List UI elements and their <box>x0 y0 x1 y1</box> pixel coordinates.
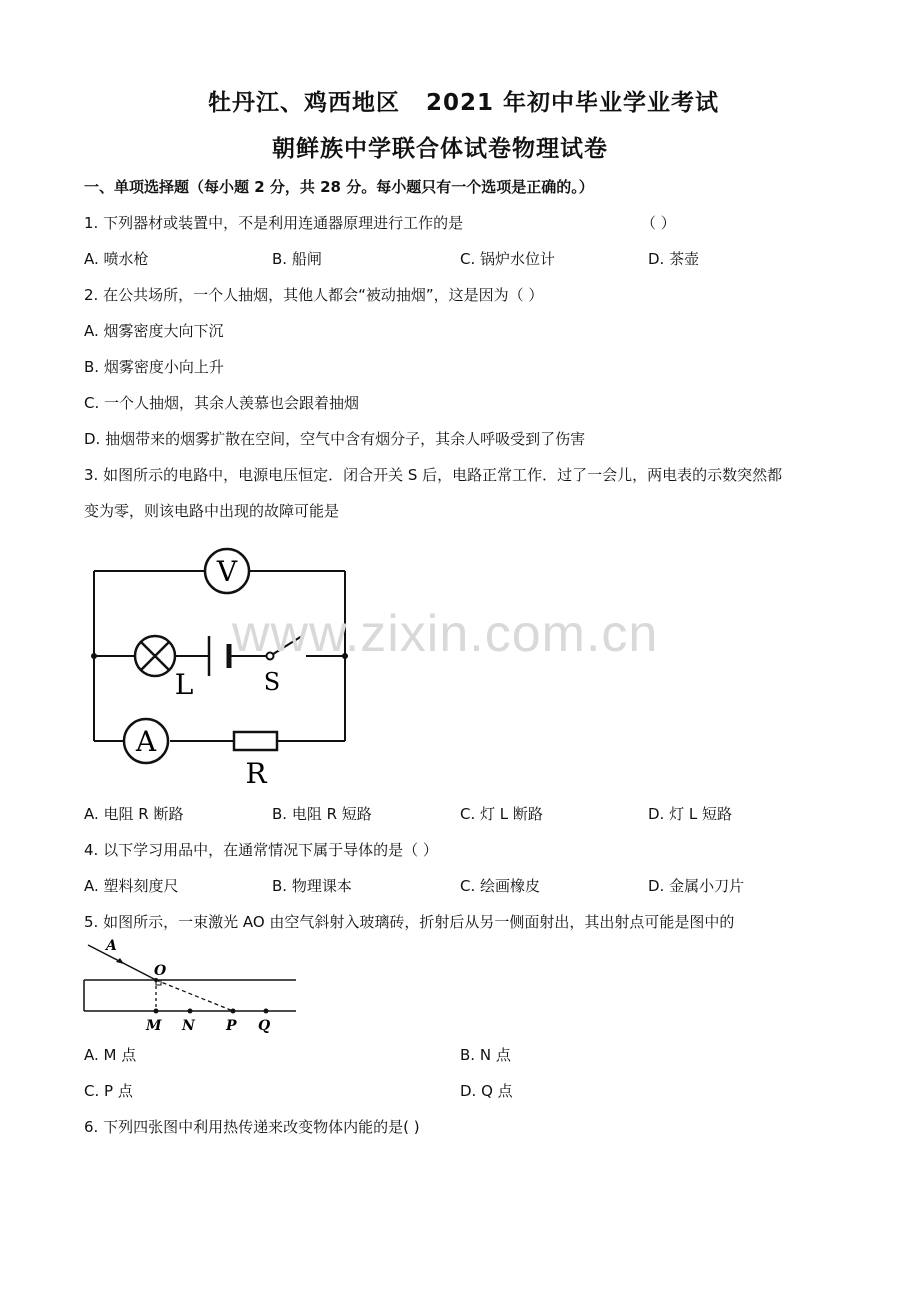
watermark: www.zixin.com.cn <box>232 605 659 663</box>
battery-icon <box>209 636 229 676</box>
question-2-option-d: D. 抽烟带来的烟雾扩散在空间，空气中含有烟分子，其余人呼吸受到了伤害 <box>84 430 586 448</box>
question-3-stem-line-2: 变为零，则该电路中出现的故障可能是 <box>84 502 340 520</box>
question-3-option-d: D. 灯 L 短路 <box>648 805 732 823</box>
section-heading: 一、单项选择题（每小题 2 分，共 28 分。每小题只有一个选项是正确的。） <box>84 178 594 196</box>
lamp-label: L <box>174 668 194 701</box>
question-4-option-a: A. 塑料刻度尺 <box>84 877 179 895</box>
question-4-option-c: C. 绘画橡皮 <box>460 877 541 895</box>
question-1-answer-paren: （ ） <box>641 214 676 232</box>
ammeter-label: A <box>135 725 157 758</box>
lamp-icon <box>135 636 175 676</box>
question-1-option-c: C. 锅炉水位计 <box>460 250 556 268</box>
question-5-option-a: A. M 点 <box>84 1046 137 1064</box>
label-m: M <box>146 1018 162 1034</box>
point-p <box>231 1009 236 1014</box>
question-6-stem: 6. 下列四张图中利用热传递来改变物体内能的是( ) <box>84 1118 420 1136</box>
question-3-option-a: A. 电阻 R 断路 <box>84 805 184 823</box>
question-3-option-c: C. 灯 L 断路 <box>460 805 543 823</box>
question-4-option-d: D. 金属小刀片 <box>648 877 745 895</box>
question-2-option-b: B. 烟雾密度小向上升 <box>84 358 224 376</box>
title-exam: 2021 年初中毕业学业考试 <box>426 90 720 116</box>
refraction-diagram <box>80 936 302 1036</box>
switch-label: S <box>263 668 281 696</box>
question-4-stem: 4. 以下学习用品中，在通常情况下属于导体的是（ ） <box>84 841 438 859</box>
question-1-stem: 1. 下列器材或装置中，不是利用连通器原理进行工作的是 <box>84 214 464 232</box>
question-4-option-b: B. 物理课本 <box>272 877 352 895</box>
question-5-stem: 5. 如图所示，一束激光 AO 由空气斜射入玻璃砖，折射后从另一侧面射出，其出射点可能是图中的 <box>84 913 735 931</box>
point-q <box>264 1009 269 1014</box>
question-5-option-c: C. P 点 <box>84 1082 133 1100</box>
refracted-ray <box>156 980 233 1011</box>
point-n <box>188 1009 193 1014</box>
question-1-option-d: D. 茶壶 <box>648 250 700 268</box>
resistor-label: R <box>245 757 267 790</box>
question-1-option-a: A. 喷水枪 <box>84 250 149 268</box>
question-5-option-d: D. Q 点 <box>460 1082 513 1100</box>
point-m <box>154 1009 159 1014</box>
circuit-diagram <box>84 540 364 790</box>
question-3-stem-line-1: 3. 如图所示的电路中，电源电压恒定．闭合开关 S 后，电路正常工作．过了一会儿，两电表的示数突然都 <box>84 466 783 484</box>
label-n: N <box>182 1018 195 1034</box>
question-2-option-c: C. 一个人抽烟，其余人羡慕也会跟着抽烟 <box>84 394 360 412</box>
question-3-option-b: B. 电阻 R 短路 <box>272 805 372 823</box>
resistor-icon <box>234 732 277 750</box>
label-p: P <box>226 1018 237 1034</box>
page-title-line-2: 朝鲜族中学联合体试卷物理试卷 <box>272 136 608 162</box>
title-region: 牡丹江、鸡西地区 <box>208 90 400 116</box>
question-2-option-a: A. 烟雾密度大向下沉 <box>84 322 224 340</box>
question-1-option-b: B. 船闸 <box>272 250 322 268</box>
label-o: O <box>154 963 167 979</box>
label-q: Q <box>258 1018 271 1034</box>
page-title-line-1 <box>208 84 719 117</box>
question-2-stem: 2. 在公共场所，一个人抽烟，其他人都会“被动抽烟”，这是因为（ ） <box>84 286 544 304</box>
voltmeter-label: V <box>216 555 238 588</box>
question-5-option-b: B. N 点 <box>460 1046 511 1064</box>
label-a: A <box>106 938 117 954</box>
